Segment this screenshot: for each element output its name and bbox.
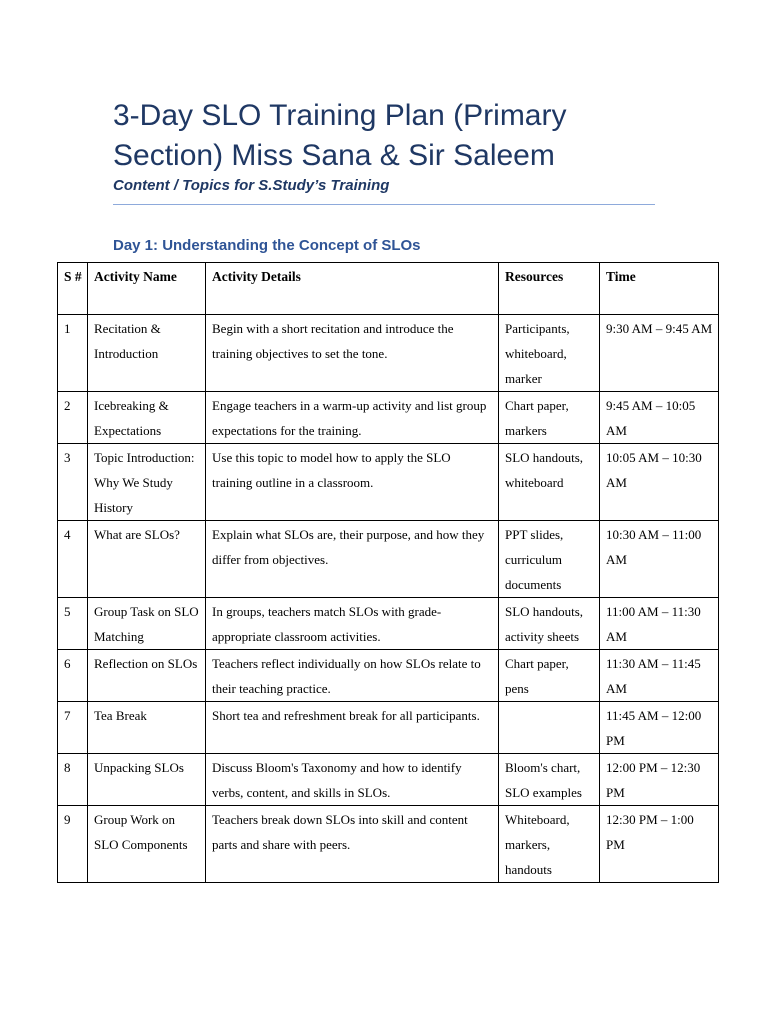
cell-number: 3 (58, 444, 88, 521)
header-resources: Resources (499, 263, 600, 315)
table-header-row (58, 263, 719, 315)
cell-activity-name: Tea Break (88, 702, 206, 754)
cell-number: 6 (58, 650, 88, 702)
header-serial-number: S # (58, 263, 88, 315)
cell-number: 1 (58, 315, 88, 392)
cell-time: 11:30 AM – 11:45 AM (600, 650, 719, 702)
table-row (58, 315, 719, 392)
cell-activity-details: Begin with a short recitation and introduce the training objectives to set the tone. (206, 315, 499, 392)
table-row (58, 754, 719, 806)
cell-resources: Whiteboard, markers, handouts (499, 806, 600, 883)
cell-time: 11:00 AM – 11:30 AM (600, 598, 719, 650)
cell-resources: Bloom's chart, SLO examples (499, 754, 600, 806)
cell-time: 11:45 AM – 12:00 PM (600, 702, 719, 754)
cell-number: 5 (58, 598, 88, 650)
header-activity-details: Activity Details (206, 263, 499, 315)
cell-activity-details: Explain what SLOs are, their purpose, and how they differ from objectives. (206, 521, 499, 598)
title-divider (113, 204, 655, 205)
cell-number: 8 (58, 754, 88, 806)
page-title: 3-Day SLO Training Plan (Primary Section) Miss Sana & Sir Saleem (113, 99, 567, 172)
cell-activity-name: Reflection on SLOs (88, 650, 206, 702)
cell-activity-details: In groups, teachers match SLOs with grade-appropriate classroom activities. (206, 598, 499, 650)
cell-activity-details: Discuss Bloom's Taxonomy and how to identify verbs, content, and skills in SLOs. (206, 754, 499, 806)
cell-time: 9:45 AM – 10:05 AM (600, 392, 719, 444)
cell-activity-name: Group Task on SLO Matching (88, 598, 206, 650)
cell-activity-details: Use this topic to model how to apply the SLO training outline in a classroom. (206, 444, 499, 521)
table-row (58, 521, 719, 598)
cell-activity-name: Recitation & Introduction (88, 315, 206, 392)
cell-number: 4 (58, 521, 88, 598)
table-row (58, 702, 719, 754)
cell-number: 2 (58, 392, 88, 444)
cell-activity-name: Topic Introduction: Why We Study History (88, 444, 206, 521)
cell-resources: Chart paper, markers (499, 392, 600, 444)
cell-resources (499, 702, 600, 754)
page-subtitle: Content / Topics for S.Study’s Training (113, 177, 390, 194)
header-activity-name: Activity Name (88, 263, 206, 315)
cell-activity-name: What are SLOs? (88, 521, 206, 598)
table-row (58, 444, 719, 521)
cell-number: 9 (58, 806, 88, 883)
cell-activity-details: Teachers break down SLOs into skill and content parts and share with peers. (206, 806, 499, 883)
cell-activity-details: Engage teachers in a warm-up activity and list group expectations for the training. (206, 392, 499, 444)
header-time: Time (600, 263, 719, 315)
table-row (58, 806, 719, 883)
cell-activity-details: Teachers reflect individually on how SLOs relate to their teaching practice. (206, 650, 499, 702)
cell-resources: Chart paper, pens (499, 650, 600, 702)
training-plan-table (57, 262, 719, 883)
cell-number: 7 (58, 702, 88, 754)
cell-resources: SLO handouts, activity sheets (499, 598, 600, 650)
cell-activity-name: Group Work on SLO Components (88, 806, 206, 883)
day-heading: Day 1: Understanding the Concept of SLOs (113, 237, 421, 254)
cell-resources: PPT slides, curriculum documents (499, 521, 600, 598)
table-row (58, 598, 719, 650)
cell-time: 10:30 AM – 11:00 AM (600, 521, 719, 598)
cell-activity-name: Unpacking SLOs (88, 754, 206, 806)
cell-resources: Participants, whiteboard, marker (499, 315, 600, 392)
cell-time: 10:05 AM – 10:30 AM (600, 444, 719, 521)
cell-time: 12:30 PM – 1:00 PM (600, 806, 719, 883)
table-row (58, 392, 719, 444)
cell-time: 12:00 PM – 12:30 PM (600, 754, 719, 806)
cell-time: 9:30 AM – 9:45 AM (600, 315, 719, 392)
cell-resources: SLO handouts, whiteboard (499, 444, 600, 521)
cell-activity-name: Icebreaking & Expectations (88, 392, 206, 444)
table-row (58, 650, 719, 702)
cell-activity-details: Short tea and refreshment break for all participants. (206, 702, 499, 754)
